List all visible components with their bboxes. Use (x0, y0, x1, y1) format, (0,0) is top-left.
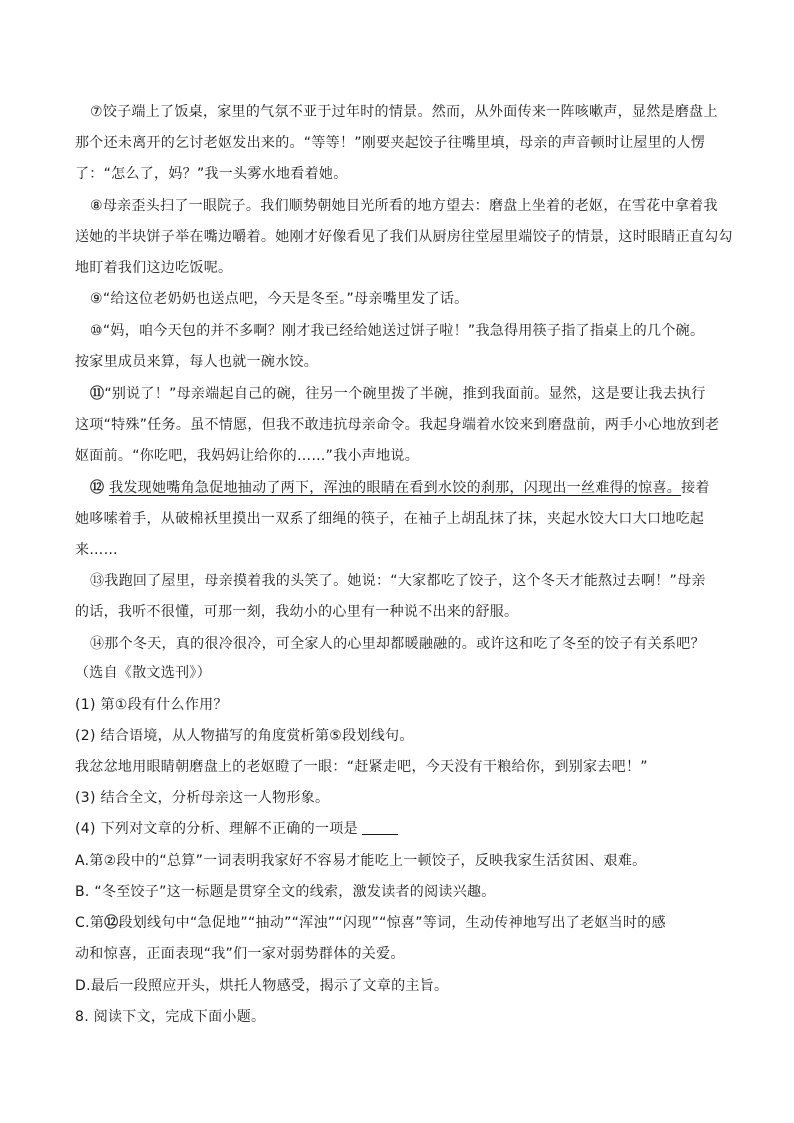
p10-line2: 按家里成员来算，每人也就一碗水饺。 (75, 354, 319, 370)
question-3: (3) 结合全文，分析母亲这一人物形象。 (75, 790, 330, 806)
option-b: B. “冬至饺子”这一标题是贯穿全文的线索，激发读者的阅读兴趣。 (75, 884, 496, 900)
question-4 (75, 819, 725, 839)
p14-line1: ⑭那个冬天，真的很冷很冷，可全家人的心里却都暖融融的。或许这和吃了冬至的饺子有关系吧？ (90, 636, 705, 652)
question-1: (1) 第①段有什么作用？ (75, 697, 228, 713)
p7-line3: 了：“怎么了，妈？”我一头雾水地看着她。 (75, 166, 348, 182)
p11-line1 (90, 384, 740, 404)
p13-line1: ⑬我跑回了屋里，母亲摸着我的头笑了。她说：“大家都吃了饺子，这个冬天才能熬过去啊！”母亲 (90, 573, 706, 589)
p11-line3: 妪面前。“你吃吧，我妈妈让给你的……”我小声地说。 (75, 448, 420, 464)
p10-line1: ⑩“妈，咱今天包的并不多啊？刚才我已经给她送过饼子啦！”我急得用筷子指了指桌上的几个碗。 (90, 323, 705, 339)
p12-line3: 来…… (75, 542, 118, 558)
option-d: D.最后一段照应开头，烘托人物感受，揭示了文章的主旨。 (75, 978, 449, 994)
option-a: A.第②段中的“总算”一词表明我家好不容易才能吃上一顿饺子，反映我家生活贫困、艰难。 (75, 853, 647, 869)
question-2: (2) 结合语境，从人物描写的角度赏析第⑤段划线句。 (75, 728, 414, 744)
p8-line1: ⑧母亲歪头扫了一眼院子。我们顺势朝她目光所看的地方望去：磨盘上坐着的老妪，在雪花中拿着我 (90, 198, 718, 214)
p11-line2: 这项“特殊”任务。虽不情愿，但我不敢违抗母亲命令。我起身端着水饺来到磨盘前，两手小心地放到老 (75, 417, 720, 433)
next-question: 8. 阅读下文，完成下面小题。 (75, 1009, 266, 1025)
option-c-number: ⑫ (104, 915, 119, 931)
question-2-quote: 我忿忿地用眼睛朝磨盘上的老妪瞪了一眼：“赶紧走吧，今天没有干粮给你，到别家去吧！” (75, 759, 648, 775)
p8-line2: 送她的半块饼子举在嘴边嚼着。她刚才好像看见了我们从厨房往堂屋里端饺子的情景，这时眼睛正直勾勾 (75, 229, 733, 245)
p11-line1-text: “别说了！”母亲端起自己的碗，往另一个碗里拨了半碗，推到我面前。显然，这是要让我去执行 (104, 386, 706, 402)
option-c-line2: 动和惊喜，正面表现“我”们一家对弱势群体的关爱。 (75, 946, 405, 962)
option-c-text: 段划线句中“急促地”“抽动”“浑浊”“闪现”“惊喜”等词，生动传神地写出了老妪当时的感 (118, 915, 666, 931)
answer-blank (362, 820, 398, 835)
p12-line2: 她哆嗦着手，从破棉袄里摸出一双系了细绳的筷子，在袖子上胡乱抹了抹，夹起水饺大口大口地吃起 (75, 511, 705, 527)
question-4-text: (4) 下列对文章的分析、理解不正确的一项是 (75, 821, 358, 837)
p13-line2: 的话，我听不很懂，可那一刻，我幼小的心里有一种说不出来的舒服。 (75, 604, 519, 620)
source-citation: （选自《散文选刊》） (75, 665, 211, 681)
option-c-line1 (75, 913, 725, 933)
p12-line1-rest: 接着 (681, 480, 710, 496)
p7-line2: 那个还未离开的乞讨老妪发出来的。“等等！”刚要夹起饺子往嘴里填，母亲的声音顿时让屋里的人愣 (75, 135, 706, 151)
p8-line3: 地盯着我们这边吃饭呢。 (75, 260, 233, 276)
p12-underlined-sentence: 我发现她嘴角急促地抽动了两下，浑浊的眼睛在看到水饺的刹那，闪现出一丝难得的惊喜。 (109, 480, 682, 496)
p12-number: ⑫ (90, 480, 105, 496)
p9-line1: ⑨“给这位老奶奶也送点吧，今天是冬至。”母亲嘴里发了话。 (90, 291, 469, 307)
p7-line1: ⑦饺子端上了饭桌，家里的气氛不亚于过年时的情景。然而，从外面传来一阵咳嗽声，显然是磨盘上 (90, 104, 718, 120)
p12-line1 (90, 478, 740, 498)
p11-number: ⑪ (90, 386, 105, 402)
option-c-prefix: C.第 (75, 915, 105, 931)
